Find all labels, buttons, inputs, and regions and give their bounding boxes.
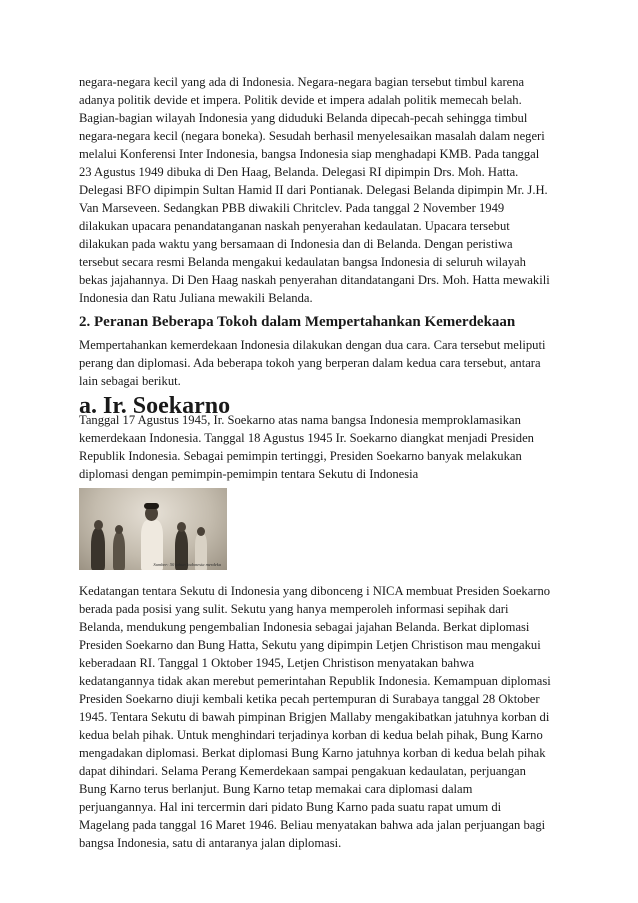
text-line: perang dan diplomasi. Ada beberapa tokoh yang berperan dalam kedua cara tersebut, antara (79, 356, 541, 370)
text-line: kedatangannya tidak akan merebut pemerintahan Republik Indonesia. Kemampuan diplomasi (79, 674, 551, 688)
text-line: berada pada posisi yang sulit. Sekutu yang hanya memperoleh informasi sepihak dari (79, 602, 509, 616)
photo-figure (91, 528, 105, 570)
text-line: Mempertahankan kemerdekaan Indonesia dilakukan dengan dua cara. Cara tersebut meliputi (79, 338, 546, 352)
text-line: Indonesia dan Ratu Juliana mewakili Belanda. (79, 291, 313, 305)
section-heading: 2. Peranan Beberapa Tokoh dalam Mempertahankan Kemerdekaan (79, 314, 516, 330)
text-line: negara-negara kecil yang ada di Indonesia. Negara-negara bagian tersebut timbul karena (79, 75, 525, 89)
text-line: Bagian-bagian wilayah Indonesia yang diduduki Belanda dipecah-pecah sehingga timbul (79, 111, 528, 125)
text-line: Bung Karno terus berlanjut. Bung Karno tetap memakai cara diplomasi dalam (79, 782, 473, 796)
text-line: kedua belah pihak. Untuk menghindari terjadinya korban di kedua belah pihak, Bung Karno (79, 728, 543, 742)
photo-figure-head (197, 527, 205, 536)
photo-figure-head (177, 522, 186, 532)
text-line: negara-negara kecil (negara boneka). Sesudah berhasil menyelesaikan masalah dalam negeri (79, 129, 545, 143)
text-line: tersebut secara resmi Belanda mengakui kedaulatan bangsa Indonesia di seluruh wilayah (79, 255, 526, 269)
text-line: lain sebagai berikut. (79, 374, 181, 388)
text-line: 1945. Tentara Sekutu di bawah pimpinan Brigjen Mallaby mengakibatkan jatuhnya korban di (79, 710, 550, 724)
text-line: Presiden Soekarno dan Bung Hatta, Sekutu yang dipimpin Letjen Christison mau mengakui (79, 638, 541, 652)
text-line: dilakukan pada waktu yang bersamaan di Indonesia dan di Belanda. Dengan peristiwa (79, 237, 513, 251)
text-line: Delegasi BFO dipimpin Sultan Hamid II dari Pontianak. Delegasi Belanda dipimpin Mr. J.H. (79, 183, 548, 197)
text-line: Republik Indonesia. Sebagai pemimpin tertinggi, Presiden Soekarno banyak melakukan (79, 449, 522, 463)
text-line: dapat dihindari. Selama Perang Kemerdekaan sampai pengakuan kedaulatan, perjuangan (79, 764, 526, 778)
text-line: keberadaan RI. Tanggal 1 Oktober 1945, Letjen Christison menyatakan bahwa (79, 656, 475, 670)
text-line: perjuangannya. Hal ini tercermin dari pidato Bung Karno pada suatu rapat umum di (79, 800, 502, 814)
photo-caption: Sumber: 50 tahun Indonesia merdeka (153, 562, 221, 567)
text-line: kemerdekaan Indonesia. Tanggal 18 Agustus 1945 Ir. Soekarno diangkat menjadi Presiden (79, 431, 534, 445)
photo-figure (113, 532, 125, 570)
text-line: Magelang pada tanggal 16 Maret 1946. Beliau menyatakan bahwa ada jalan perjuangan bagi (79, 818, 546, 832)
text-line: bekas jajahannya. Di Den Haag naskah penyerahan ditandatangani Drs. Moh. Hatta mewakili (79, 273, 550, 287)
text-line: Belanda, mendukung pengembalian Indonesia sebagai jajahan Belanda. Berkat diplomasi (79, 620, 530, 634)
historical-photo (79, 488, 227, 570)
text-line: Van Marseveen. Sedangkan PBB diwakili Chritclev. Pada tanggal 2 November 1949 (79, 201, 505, 215)
text-line: dilakukan upacara penandatanganan naskah penyerahan kedaulatan. Upacara tersebut (79, 219, 510, 233)
text-line: 23 Agustus 1949 dibuka di Den Haag, Belanda. Delegasi RI dipimpin Drs. Moh. Hatta. (79, 165, 519, 179)
text-line: Presiden Soekarno diuji kembali ketika pecah pertempuran di Surabaya tanggal 28 Oktober (79, 692, 540, 706)
photo-cap (144, 503, 159, 509)
text-line: Tanggal 17 Agustus 1945, Ir. Soekarno atas nama bangsa Indonesia memproklamasikan (79, 413, 521, 427)
text-line: diplomasi dengan pemimpin-pemimpin tentara Sekutu di Indonesia (79, 467, 419, 481)
photo-figure-head (94, 520, 103, 530)
text-line: bangsa Indonesia, satu di antaranya jalan diplomasi. (79, 836, 342, 850)
sub-heading: a. Ir. Soekarno (79, 393, 231, 419)
text-line: Kedatangan tentara Sekutu di Indonesia yang dibonceng i NICA membuat Presiden Soekarno (79, 584, 551, 598)
text-line: adanya politik devide et impera. Politik devide et impera adalah politik memecah belah. (79, 93, 522, 107)
text-line: melalui Konferensi Inter Indonesia, bangsa Indonesia siap menghadapi KMB. Pada tanggal (79, 147, 540, 161)
photo-figure-head (115, 525, 123, 534)
text-line: mengadakan diplomasi. Berkat diplomasi Bung Karno jatuhnya korban di kedua belah pihak (79, 746, 546, 760)
